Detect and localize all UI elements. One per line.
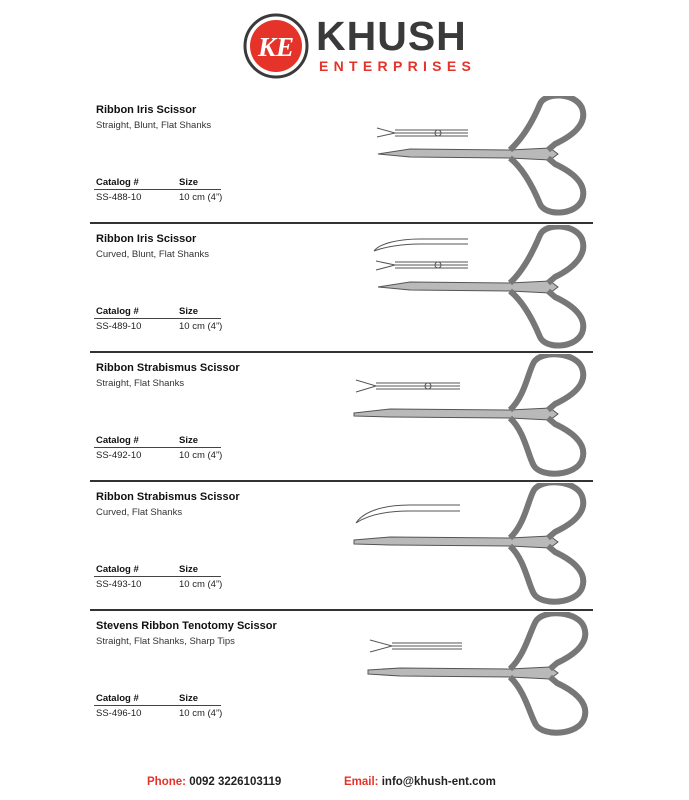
catalog-label: Catalog # (96, 693, 139, 704)
spec-rule (94, 705, 221, 706)
scissor-illustration (350, 225, 600, 351)
spec-rule (94, 576, 221, 577)
product-description: Straight, Blunt, Flat Shanks (96, 120, 212, 131)
catalog-number: SS-496-10 (96, 708, 142, 719)
product-entry (0, 96, 689, 224)
email-address[interactable]: info@khush-ent.com (381, 776, 496, 788)
product-description: Curved, Blunt, Flat Shanks (96, 249, 209, 260)
product-entry (0, 483, 689, 611)
scissor-illustration (350, 354, 600, 480)
size-label: Size (179, 306, 199, 317)
contact-footer (0, 776, 689, 792)
phone-label: Phone: (147, 776, 186, 788)
product-description: Straight, Flat Shanks (96, 378, 185, 389)
product-description: Curved, Flat Shanks (96, 507, 183, 518)
product-title: Ribbon Strabismus Scissor (96, 491, 240, 503)
size-value: 10 cm (4”) (179, 321, 223, 332)
email-contact (344, 776, 496, 788)
product-entry (0, 612, 689, 740)
scissor-illustration (350, 96, 600, 222)
size-value: 10 cm (4”) (179, 708, 223, 719)
size-value: 10 cm (4”) (179, 450, 223, 461)
section-divider (90, 480, 593, 482)
phone-contact (147, 776, 281, 788)
spec-rule (94, 318, 221, 319)
scissor-illustration (350, 483, 600, 609)
product-title: Ribbon Strabismus Scissor (96, 362, 240, 374)
product-entry (0, 225, 689, 353)
size-value: 10 cm (4”) (179, 579, 223, 590)
catalog-label: Catalog # (96, 306, 139, 317)
catalog-number: SS-488-10 (96, 192, 142, 203)
section-divider (90, 351, 593, 353)
email-label: Email: (344, 776, 379, 788)
spec-rule (94, 189, 221, 190)
phone-number[interactable]: 0092 3226103119 (189, 776, 282, 788)
catalog-number: SS-489-10 (96, 321, 142, 332)
catalog-number: SS-492-10 (96, 450, 142, 461)
section-divider (90, 222, 593, 224)
catalog-label: Catalog # (96, 177, 139, 188)
catalog-number: SS-493-10 (96, 579, 142, 590)
spec-rule (94, 447, 221, 448)
header (0, 0, 689, 90)
catalog-label: Catalog # (96, 435, 139, 446)
product-entry (0, 354, 689, 482)
catalog-label: Catalog # (96, 564, 139, 575)
section-divider (90, 609, 593, 611)
brand-monogram: KE (257, 32, 295, 62)
brand-logo-badge (243, 13, 309, 79)
size-label: Size (179, 564, 199, 575)
size-value: 10 cm (4”) (179, 192, 223, 203)
scissor-illustration (350, 612, 600, 738)
brand-name: KHUSH (316, 13, 467, 59)
size-label: Size (179, 435, 199, 446)
product-description: Straight, Flat Shanks, Sharp Tips (96, 636, 235, 647)
product-title: Stevens Ribbon Tenotomy Scissor (96, 620, 277, 632)
size-label: Size (179, 693, 199, 704)
product-title: Ribbon Iris Scissor (96, 233, 197, 245)
size-label: Size (179, 177, 199, 188)
product-title: Ribbon Iris Scissor (96, 104, 197, 116)
brand-subtitle: ENTERPRISES (319, 58, 477, 74)
